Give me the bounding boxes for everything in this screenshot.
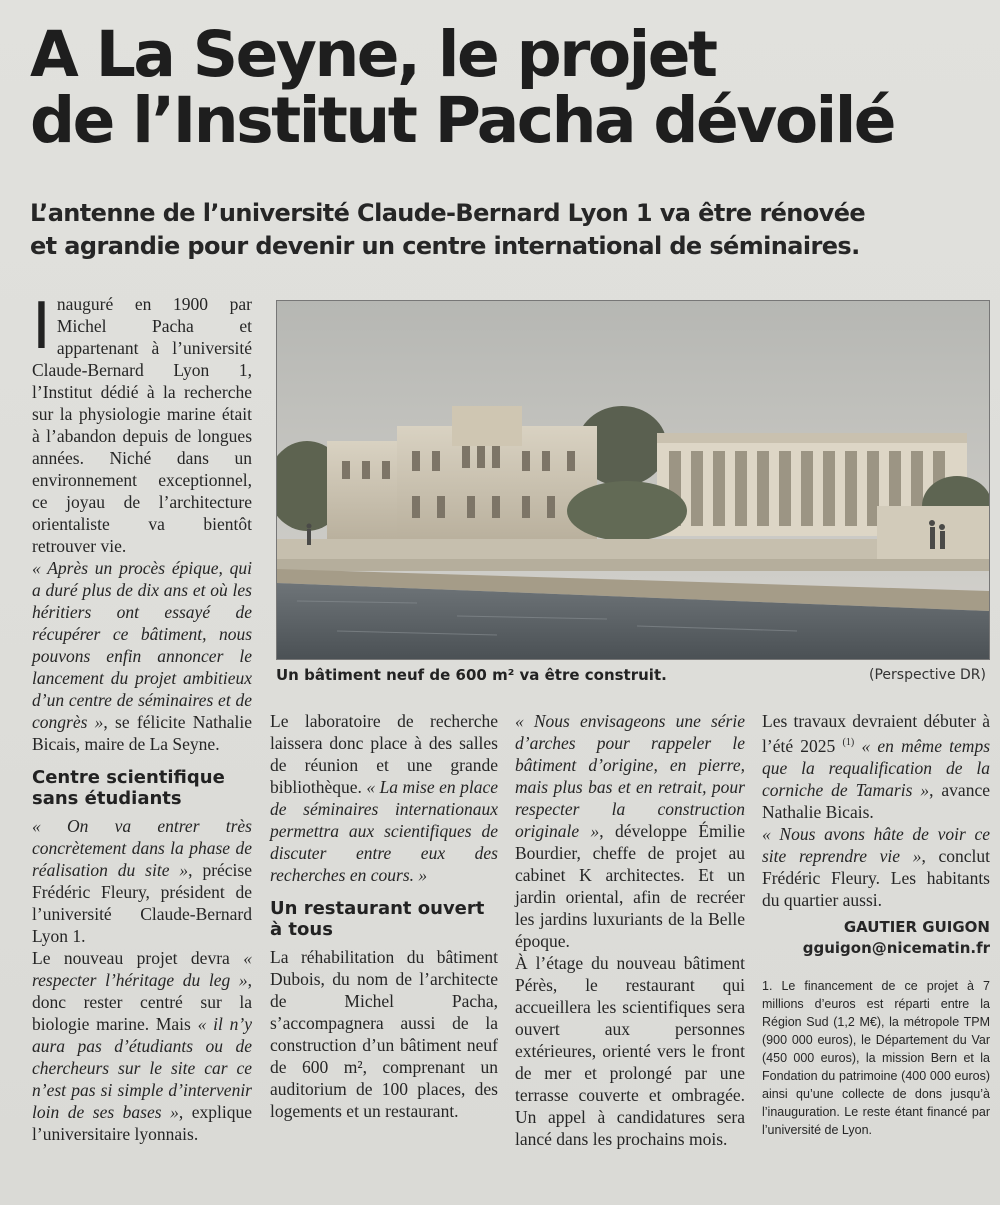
headline-line-2: de l’Institut Pacha dévoilé [30,84,895,157]
paragraph-arches: « Nous envisageons une série d’arches pour rappeler le bâtiment d’origine, en pierre, mais plus bas et en retrait, pour respecter la construction originale », développe Émilie Bourdier, cheffe de projet au cabinet K architectes. Et un jardin oriental, afin de recréer les jardins luxuriants de la Belle époque. [515,711,745,951]
subheadline-line-1: L’antenne de l’université Claude-Bernard Lyon 1 va être rénovée [30,199,866,227]
article-photo [276,300,990,660]
article-column-1 [32,287,253,1145]
photo-caption [276,666,988,688]
quote-mayor: « Après un procès épique, qui a duré plus de dix ans et où les héritiers ont essayé de récupérer ce bâtiment, nous pouvons enfin annoncer le lancement du projet ambitieux d’un centre de séminaires et de congrès » [32,558,252,732]
headline [30,18,980,157]
paragraph-laboratory: Le laboratoire de recherche laissera donc place à des salles de réunion et une grande bibliothèque. « La mise en place de séminaires internationaux permettra aux scientifiques de discuter entre eux des recherches en cours. » [270,711,498,885]
author-email[interactable]: gguigon@nicematin.fr [802,938,990,957]
intro-paragraph: Inauguré en 1900 par Michel Pacha et appartenant à l’université Claude-Bernard Lyon 1, l’Institut dédié à la recherche sur la physiologie marine était à l’abandon depuis de longues années. Niché dans un environnement exceptionnel, ce joyau de l’architecture orientaliste va bientôt retrouver vie. [32,287,252,556]
article-column-4 [762,710,990,1139]
photo-credit: (Perspective DR) [869,667,986,683]
subheadline-line-2: et agrandie pour devenir un centre international de séminaires. [30,232,860,260]
caption-text: Un bâtiment neuf de 600 m² va être construit. [276,666,667,684]
headline-line-1: A La Seyne, le projet [30,18,716,91]
paragraph-rehabilitation: La réhabilitation du bâtiment Dubois, du nom de l’architecte de Michel Pacha, s’accompagnera aussi de la construction d’un bâtiment neuf de 600 m², comprenant un auditorium de 100 places, des logements et un restaurant. [270,947,498,1121]
paragraph-restaurant: À l’étage du nouveau bâtiment Pérès, le restaurant qui accueillera les scientifiques sera ouvert aux personnes extérieures, orienté vers le front de mer et prolongé par une terrasse couverte et ombragée. Un appel à candidatures sera lancé dans les prochains mois. [515,953,745,1149]
quote-president: « On va entrer très concrètement dans la phase de réalisation du site » [32,816,252,880]
footnote: 1. Le financement de ce projet à 7 millions d’euros est réparti entre la Région Sud (1,2 M€), la métropole TPM (900 000 euros), le Département du Var (450 000 euros), la mission Bern et la Fondation du patrimoine (400 000 euros) ainsi qu’une collecte de dons jusqu’à l’inauguration. Le reste étant financé par l’université de Lyon. [762,978,990,1137]
footnote-ref: (1) [842,737,855,748]
section-heading-restaurant: Un restaurant ouvert à tous [270,898,485,940]
article-column-2 [270,710,498,1122]
article-column-3 [515,710,745,1150]
paragraph-conclusion: « Nous avons hâte de voir ce site reprendre vie », conclut Frédéric Fleury. Les habitants du quartier aussi. [762,823,990,910]
author-name: GAUTIER GUIGON [843,917,990,936]
paragraph-works: Les travaux devraient débuter à l’été 2025 $^{(1)}$ « en même temps que la requalification de la corniche de Tamaris », avance Nathalie Bicais. [762,711,991,822]
quote-paragraph-president: « On va entrer très concrètement dans la phase de réalisation du site », précise Frédéric Fleury, président de l’université Claude-Bernard Lyon 1. [32,816,253,946]
quote-paragraph-mayor: « Après un procès épique, qui a duré plus de dix ans et où les héritiers ont essayé de récupérer ce bâtiment, nous pouvons enfin annoncer le lancement du projet ambitieux d’un centre de séminaires et de congrès », se félicite Nathalie Bicais, maire de La Seyne. [32,558,253,754]
paragraph-biology: Le nouveau projet devra « respecter l’héritage du leg », donc rester centré sur la biologie marine. Mais « il n’y aura pas d’étudiants ou de chercheurs sur le site car ce n’est pas si simple d’intervenir loin de ses bases », explique l’universitaire lyonnais. [32,948,252,1144]
drop-cap: I [32,287,51,363]
institute-rendering-image [277,301,989,659]
subheadline [30,197,990,263]
section-heading-centre: Centre scientifique sans étudiants [32,767,225,809]
